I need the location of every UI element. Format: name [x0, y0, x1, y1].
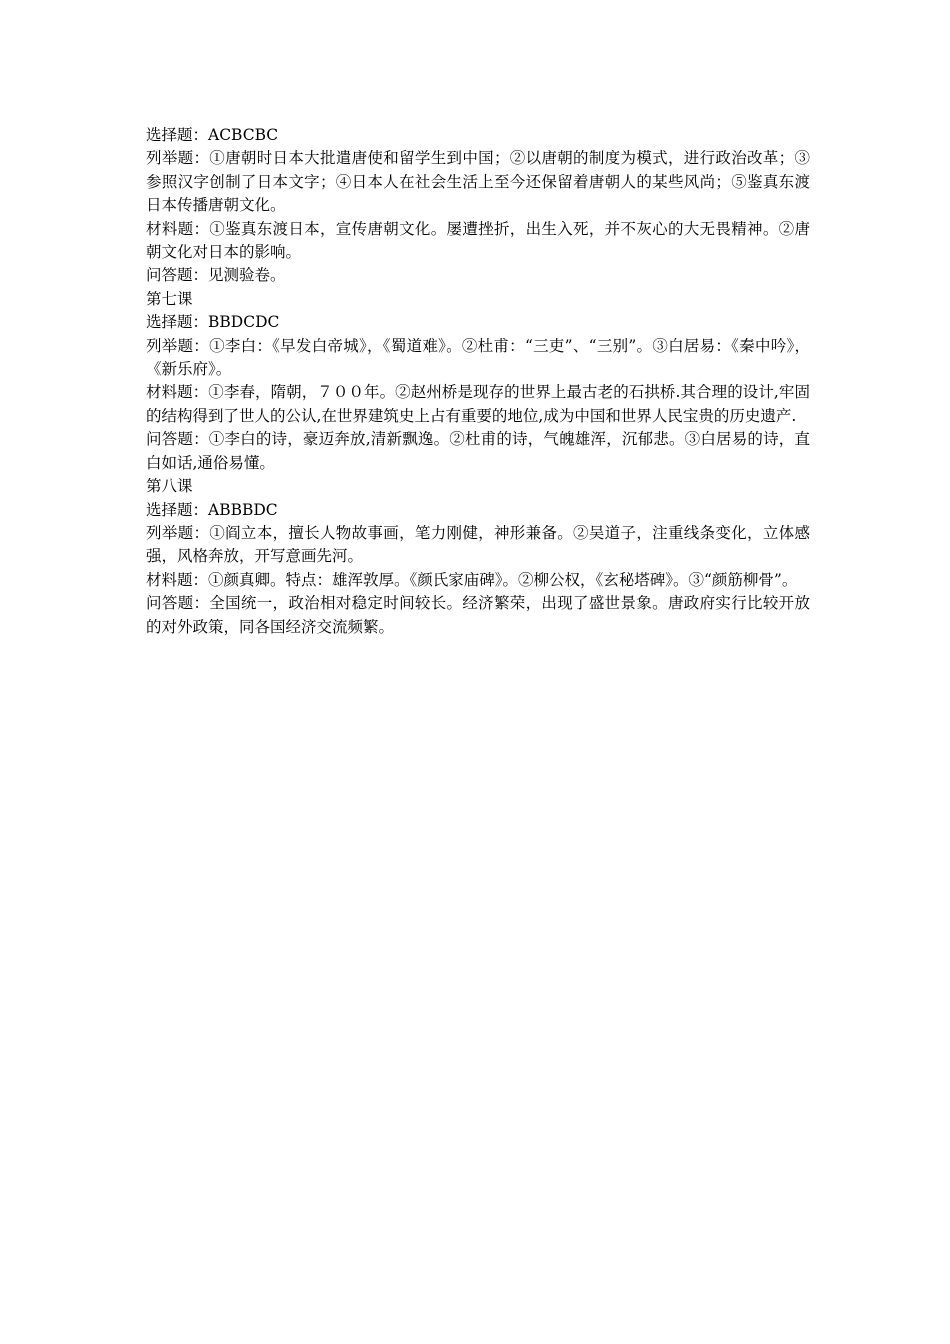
- answer-line-list-6: 列举题：①唐朝时日本大批遣唐使和留学生到中国；②以唐朝的制度为模式，进行政治改革；③参照汉字创制了日本文字；④日本人在社会生活上至今还保留着唐朝人的某些风尚；⑤鉴真东渡日本传播唐朝文化。: [146, 149, 810, 215]
- answer-line-material-7: 材料题：①李春，隋朝，７００年。②赵州桥是现存的世界上最古老的石拱桥.其合理的设计,牢固的结构得到了世人的公认,在世界建筑史上占有重要的地位,成为中国和世界人民宝贵的历史遗产.: [146, 383, 810, 425]
- answer-line-material-6: 材料题：①鉴真东渡日本，宣传唐朝文化。屡遭挫折，出生入死，并不灰心的大无畏精神。②唐朝文化对日本的影响。: [146, 219, 810, 262]
- answer-line-choice-8: 选择题：ABBBDC: [146, 500, 278, 519]
- answer-line-list-8: 列举题：①阎立本，擅长人物故事画，笔力刚健，神形兼备。②吴道子，注重线条变化，立体感强，风格奔放，开写意画先河。: [146, 523, 810, 566]
- lesson-heading-7: 第七课: [146, 289, 193, 308]
- answer-line-choice-7: 选择题：BBDCDC: [146, 313, 280, 332]
- answer-line-list-7: 列举题：①李白：《早发白帝城》，《蜀道难》。②杜甫：“三吏”、“三别”。③白居易：《秦中吟》，《新乐府》。: [146, 336, 810, 379]
- answer-line-material-8: 材料题：①颜真卿。特点：雄浑敦厚。《颜氏家庙碑》。②柳公权，《玄秘塔碑》。③“颜筋柳骨”。: [146, 570, 798, 589]
- answer-line-question-8: 问答题：全国统一，政治相对稳定时间较长。经济繁荣，出现了盛世景象。唐政府实行比较开放的对外政策，同各国经济交流频繁。: [146, 594, 810, 636]
- answer-line-question-6: 问答题：见测验卷。: [146, 266, 286, 285]
- answer-line-choice-6: 选择题：ACBCBC: [146, 126, 279, 144]
- document-body: [146, 124, 810, 639]
- lesson-heading-8: 第八课: [146, 477, 193, 496]
- answer-line-question-7: 问答题：①李白的诗，豪迈奔放,清新飘逸。②杜甫的诗，气魄雄浑，沉郁悲。③白居易的诗，直白如话,通俗易懂。: [146, 430, 810, 472]
